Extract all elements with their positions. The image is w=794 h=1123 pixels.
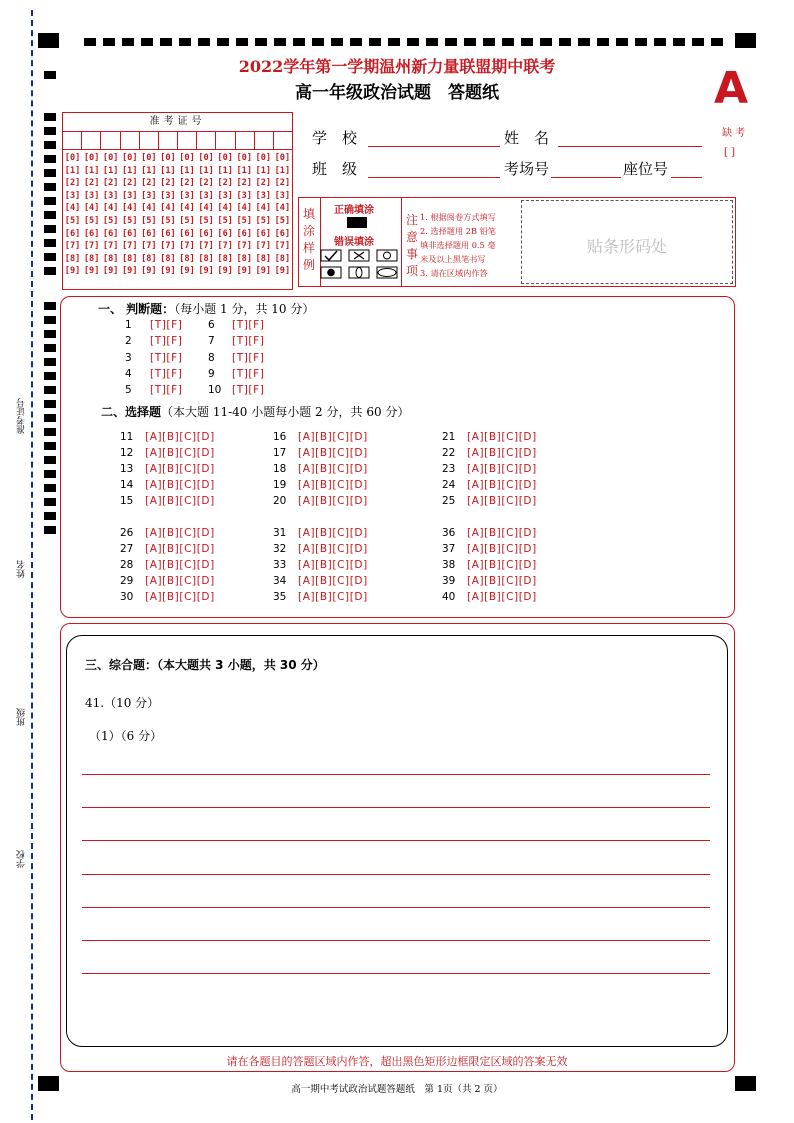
digit-bubble[interactable]: [3] — [217, 190, 233, 201]
digit-bubble[interactable]: [2] — [160, 178, 176, 189]
answer-line[interactable] — [82, 973, 710, 974]
digit-bubble[interactable]: [9] — [160, 266, 176, 277]
top-timing-marks — [84, 38, 724, 46]
mc-number: 38 — [442, 559, 456, 571]
tf-options[interactable]: [T][F] — [150, 335, 183, 348]
digit-bubble[interactable]: [9] — [141, 266, 157, 277]
digit-bubble[interactable]: [4] — [198, 203, 214, 214]
digit-bubble[interactable]: [3] — [236, 190, 252, 201]
section2-heading: 二、选择题 — [101, 405, 162, 419]
fill-example-box — [298, 197, 736, 287]
mc-options[interactable]: [A][B][C][D] — [298, 463, 368, 475]
exam-room-label: 考场号 — [504, 160, 550, 178]
digit-bubble[interactable]: [5] — [122, 215, 138, 226]
digit-bubble[interactable]: [4] — [64, 203, 81, 214]
mc-number: 11 — [120, 431, 134, 443]
exam-id-bubbles[interactable] — [63, 150, 292, 278]
exam-id-column[interactable] — [235, 152, 254, 278]
mc-options[interactable]: [A][B][C][D] — [298, 527, 368, 539]
digit-bubble[interactable]: [9] — [64, 266, 81, 277]
digit-bubble[interactable]: [9] — [236, 266, 252, 277]
digit-bubble[interactable]: [1] — [64, 165, 81, 176]
barcode-area — [521, 200, 733, 284]
tf-number: 6 — [208, 319, 215, 331]
mc-number: 20 — [273, 495, 287, 507]
notice-item: 1. 根据阅卷方式填写 — [420, 212, 496, 222]
exam-id-write-row[interactable] — [63, 132, 292, 150]
tf-number: 1 — [125, 319, 132, 331]
digit-bubble[interactable]: [6] — [102, 228, 119, 239]
digit-bubble[interactable]: [9] — [255, 266, 272, 277]
tf-number: 9 — [208, 367, 215, 380]
sheet-subtitle: 高一年级政治试题 答题纸 — [295, 83, 499, 103]
question-41-1-label: （1）（6 分） — [89, 729, 163, 743]
digit-bubble[interactable]: [5] — [160, 215, 176, 226]
mc-options[interactable]: [A][B][C][D] — [145, 479, 215, 491]
digit-bubble[interactable]: [9] — [122, 266, 138, 277]
mc-number: 28 — [120, 559, 134, 571]
digit-bubble[interactable]: [7] — [179, 241, 195, 252]
mc-options[interactable]: [A][B][C][D] — [467, 591, 537, 603]
wrong-fill-samples — [319, 248, 401, 282]
exam-id-column[interactable] — [120, 152, 139, 278]
mc-options[interactable]: [A][B][C][D] — [298, 591, 368, 603]
mc-number: 16 — [273, 431, 287, 443]
answer-line[interactable] — [82, 807, 710, 808]
digit-bubble[interactable]: [6] — [179, 228, 195, 239]
digit-bubble[interactable]: [0] — [236, 153, 252, 163]
version-letter: A — [714, 63, 749, 114]
corner-mark-top-right — [735, 33, 756, 48]
digit-bubble[interactable]: [7] — [160, 241, 176, 252]
digit-bubble[interactable]: [0] — [141, 153, 157, 163]
digit-bubble[interactable]: [2] — [64, 178, 81, 189]
seat-field[interactable] — [671, 177, 702, 178]
digit-bubble[interactable]: [4] — [255, 203, 272, 214]
digit-bubble[interactable]: [1] — [83, 165, 100, 176]
digit-bubble[interactable]: [4] — [274, 203, 291, 214]
mc-options[interactable]: [A][B][C][D] — [145, 527, 215, 539]
side-label-class: 班级 — [17, 708, 27, 726]
mc-options[interactable]: [A][B][C][D] — [467, 559, 537, 571]
answer-line[interactable] — [82, 907, 710, 908]
exam-id-column[interactable] — [273, 152, 292, 278]
school-field[interactable] — [368, 146, 500, 147]
digit-bubble[interactable]: [1] — [160, 165, 176, 176]
digit-bubble[interactable]: [3] — [64, 190, 81, 201]
left-timing-marks-mid — [44, 302, 56, 540]
digit-bubble[interactable]: [9] — [83, 266, 100, 277]
wrong-fill-label: 错误填涂 — [334, 237, 374, 248]
absent-checkbox[interactable]: [ ] — [724, 147, 735, 158]
digit-bubble[interactable]: [6] — [141, 228, 157, 239]
footer-warning: 请在各题目的答题区域内作答，超出黑色矩形边框限定区域的答案无效 — [226, 1055, 568, 1068]
digit-bubble[interactable]: [8] — [236, 253, 252, 264]
digit-bubble[interactable]: [8] — [179, 253, 195, 264]
tf-number: 5 — [125, 384, 132, 397]
tf-options[interactable]: [T][F] — [150, 351, 183, 364]
mc-number: 40 — [442, 591, 456, 603]
exam-title: 2022学年第一学期温州新力量联盟期中联考 — [238, 57, 556, 76]
exam-id-column[interactable] — [158, 152, 177, 278]
digit-bubble[interactable]: [6] — [64, 228, 81, 239]
exam-id-column[interactable] — [216, 152, 235, 278]
mc-options[interactable]: [A][B][C][D] — [298, 575, 368, 587]
digit-bubble[interactable]: [5] — [255, 215, 272, 226]
digit-bubble[interactable]: [7] — [198, 241, 214, 252]
digit-bubble[interactable]: [3] — [198, 190, 214, 201]
digit-bubble[interactable]: [7] — [64, 241, 81, 252]
digit-bubble[interactable]: [2] — [83, 178, 100, 189]
notice-item: 米及以上黑笔书写 — [420, 254, 486, 264]
section1-heading: 一、 判断题： — [98, 302, 175, 316]
section2-note: （本大题 11-40 小题每小题 2 分，共 60 分） — [161, 405, 410, 419]
digit-bubble[interactable]: [9] — [102, 266, 119, 277]
digit-bubble[interactable]: [8] — [255, 253, 272, 264]
section2-title — [101, 403, 409, 420]
digit-bubble[interactable]: [0] — [255, 153, 272, 163]
section3-heading: 三、综合题：（本大题共 3 小题，共 30 分） — [85, 658, 325, 672]
tf-options[interactable]: [T][F] — [150, 319, 183, 331]
digit-bubble[interactable]: [6] — [198, 228, 214, 239]
mc-number: 25 — [442, 495, 456, 507]
mc-options[interactable]: [A][B][C][D] — [298, 447, 368, 459]
digit-bubble[interactable]: [4] — [217, 203, 233, 214]
digit-bubble[interactable]: [1] — [179, 165, 195, 176]
digit-bubble[interactable]: [1] — [141, 165, 157, 176]
section1-note: （每小题 1 分，共 10 分） — [174, 302, 315, 316]
subjective-section-inner-box — [66, 635, 728, 1047]
mc-number: 35 — [273, 591, 287, 603]
digit-bubble[interactable]: [6] — [236, 228, 252, 239]
digit-bubble[interactable]: [7] — [122, 241, 138, 252]
mc-number: 21 — [442, 431, 456, 443]
fill-example-side-label: 填涂样例 — [303, 207, 316, 272]
tf-number: 7 — [208, 335, 215, 348]
name-field[interactable] — [558, 146, 702, 147]
digit-bubble[interactable]: [4] — [122, 203, 138, 214]
mc-options[interactable]: [A][B][C][D] — [145, 559, 215, 571]
digit-bubble[interactable]: [8] — [64, 253, 81, 264]
mc-number: 23 — [442, 463, 456, 475]
mc-number: 34 — [273, 575, 287, 587]
mc-options[interactable]: [A][B][C][D] — [467, 479, 537, 491]
mc-options[interactable]: [A][B][C][D] — [298, 543, 368, 555]
mc-number: 13 — [120, 463, 134, 475]
correct-fill-sample — [347, 217, 367, 228]
corner-mark-top-left — [38, 33, 59, 48]
exam-room-field[interactable] — [551, 177, 621, 178]
absent-label: 缺 考 — [722, 128, 746, 139]
digit-bubble[interactable]: [1] — [236, 165, 252, 176]
digit-bubble[interactable]: [4] — [179, 203, 195, 214]
mc-number: 18 — [273, 463, 287, 475]
tf-options[interactable]: [T][F] — [232, 319, 265, 331]
answer-line[interactable] — [82, 840, 710, 841]
answer-line[interactable] — [82, 774, 710, 775]
digit-bubble[interactable]: [9] — [217, 266, 233, 277]
digit-bubble[interactable]: [3] — [179, 190, 195, 201]
digit-bubble[interactable]: [4] — [236, 203, 252, 214]
digit-bubble[interactable]: [5] — [217, 215, 233, 226]
digit-bubble[interactable]: [7] — [274, 241, 291, 252]
digit-bubble[interactable]: [0] — [198, 153, 214, 163]
exam-id-column[interactable] — [101, 152, 120, 278]
mc-number: 14 — [120, 479, 134, 491]
notice-item: 3. 请在区域内作答 — [420, 268, 488, 278]
notice-label: 注意事项 — [406, 213, 419, 278]
digit-bubble[interactable]: [3] — [83, 190, 100, 201]
exam-id-column[interactable] — [177, 152, 196, 278]
tf-number: 8 — [208, 351, 215, 364]
tf-options[interactable]: [T][F] — [232, 351, 265, 364]
mc-number: 33 — [273, 559, 287, 571]
section1-title — [98, 300, 314, 317]
digit-bubble[interactable]: [5] — [274, 215, 291, 226]
digit-bubble[interactable]: [2] — [122, 178, 138, 189]
digit-bubble[interactable]: [5] — [198, 215, 214, 226]
mc-options[interactable]: [A][B][C][D] — [145, 575, 215, 587]
school-label: 学 校 — [312, 129, 358, 147]
digit-bubble[interactable]: [8] — [83, 253, 100, 264]
question-41-label: 41.（10 分） — [85, 696, 160, 710]
mc-number: 24 — [442, 479, 456, 491]
digit-bubble[interactable]: [7] — [141, 241, 157, 252]
digit-bubble[interactable]: [3] — [160, 190, 176, 201]
digit-bubble[interactable]: [0] — [160, 153, 176, 163]
side-label-exam-id: 准考证号 — [17, 398, 27, 434]
mc-options[interactable]: [A][B][C][D] — [145, 431, 215, 443]
digit-bubble[interactable]: [8] — [122, 253, 138, 264]
mc-number: 27 — [120, 543, 134, 555]
digit-bubble[interactable]: [3] — [102, 190, 119, 201]
digit-bubble[interactable]: [0] — [64, 153, 81, 163]
digit-bubble[interactable]: [5] — [236, 215, 252, 226]
answer-line[interactable] — [82, 940, 710, 941]
digit-bubble[interactable]: [7] — [83, 241, 100, 252]
notice-list — [420, 210, 496, 280]
tf-options[interactable]: [T][F] — [150, 367, 183, 380]
seat-label: 座位号 — [623, 160, 669, 178]
mc-options[interactable]: [A][B][C][D] — [145, 543, 215, 555]
digit-bubble[interactable]: [5] — [179, 215, 195, 226]
digit-bubble[interactable]: [9] — [179, 266, 195, 277]
mc-number: 17 — [273, 447, 287, 459]
mc-number: 12 — [120, 447, 134, 459]
tf-number: 2 — [125, 335, 132, 348]
digit-bubble[interactable]: [5] — [64, 215, 81, 226]
mc-number: 19 — [273, 479, 287, 491]
mc-options[interactable]: [A][B][C][D] — [145, 463, 215, 475]
mc-options[interactable]: [A][B][C][D] — [145, 447, 215, 459]
digit-bubble[interactable]: [3] — [274, 190, 291, 201]
digit-bubble[interactable]: [0] — [217, 153, 233, 163]
digit-bubble[interactable]: [9] — [198, 266, 214, 277]
page-footer: 高一期中考试政治试题答题纸 第 1页（共 2 页） — [291, 1084, 503, 1095]
digit-bubble[interactable]: [2] — [255, 178, 272, 189]
left-timing-marks-top — [44, 113, 56, 281]
class-label: 班 级 — [312, 160, 358, 178]
digit-bubble[interactable]: [2] — [274, 178, 291, 189]
exam-id-column[interactable] — [197, 152, 216, 278]
mc-number: 31 — [273, 527, 287, 539]
digit-bubble[interactable]: [6] — [160, 228, 176, 239]
digit-bubble[interactable]: [3] — [122, 190, 138, 201]
digit-bubble[interactable]: [5] — [83, 215, 100, 226]
digit-bubble[interactable]: [5] — [102, 215, 119, 226]
side-label-school: 学校 — [17, 850, 27, 868]
mc-options[interactable]: [A][B][C][D] — [298, 479, 368, 491]
mc-options[interactable]: [A][B][C][D] — [145, 591, 215, 603]
digit-bubble[interactable]: [8] — [160, 253, 176, 264]
mc-number: 37 — [442, 543, 456, 555]
name-label: 姓 名 — [504, 129, 550, 147]
binding-line — [31, 10, 33, 1120]
mc-number: 29 — [120, 575, 134, 587]
tf-options[interactable]: [T][F] — [150, 384, 183, 397]
mc-options[interactable]: [A][B][C][D] — [467, 463, 537, 475]
exam-id-column[interactable] — [254, 152, 273, 278]
mc-number: 32 — [273, 543, 287, 555]
digit-bubble[interactable]: [1] — [102, 165, 119, 176]
digit-bubble[interactable]: [0] — [102, 153, 119, 163]
digit-bubble[interactable]: [1] — [217, 165, 233, 176]
tf-options[interactable]: [T][F] — [232, 335, 265, 348]
answer-line[interactable] — [82, 874, 710, 875]
mc-options[interactable]: [A][B][C][D] — [467, 543, 537, 555]
tf-number: 4 — [125, 367, 132, 380]
barcode-label: 贴条形码处 — [586, 237, 667, 256]
mc-options[interactable]: [A][B][C][D] — [467, 495, 537, 507]
digit-bubble[interactable]: [2] — [141, 178, 157, 189]
digit-bubble[interactable]: [7] — [102, 241, 119, 252]
mc-number: 26 — [120, 527, 134, 539]
mc-options[interactable]: [A][B][C][D] — [298, 559, 368, 571]
digit-bubble[interactable]: [2] — [102, 178, 119, 189]
mc-options[interactable]: [A][B][C][D] — [467, 447, 537, 459]
exam-id-grid — [62, 112, 293, 290]
digit-bubble[interactable]: [0] — [274, 153, 291, 163]
digit-bubble[interactable]: [0] — [83, 153, 100, 163]
correct-fill-label: 正确填涂 — [334, 205, 374, 216]
digit-bubble[interactable]: [2] — [198, 178, 214, 189]
digit-bubble[interactable]: [2] — [179, 178, 195, 189]
digit-bubble[interactable]: [6] — [217, 228, 233, 239]
digit-bubble[interactable]: [3] — [141, 190, 157, 201]
mc-number: 36 — [442, 527, 456, 539]
exam-id-column[interactable] — [139, 152, 158, 278]
digit-bubble[interactable]: [8] — [198, 253, 214, 264]
tf-number: 3 — [125, 351, 132, 364]
digit-bubble[interactable]: [5] — [141, 215, 157, 226]
digit-bubble[interactable]: [1] — [198, 165, 214, 176]
exam-id-column[interactable] — [63, 152, 82, 278]
mc-options[interactable]: [A][B][C][D] — [467, 575, 537, 587]
mc-number: 15 — [120, 495, 134, 507]
tf-number: 10 — [208, 384, 222, 397]
digit-bubble[interactable]: [4] — [141, 203, 157, 214]
digit-bubble[interactable]: [0] — [179, 153, 195, 163]
digit-bubble[interactable]: [6] — [255, 228, 272, 239]
notice-item: 填非选择题用 0.5 毫 — [420, 240, 496, 250]
mc-number: 30 — [120, 591, 134, 603]
digit-bubble[interactable]: [2] — [217, 178, 233, 189]
digit-bubble[interactable]: [7] — [236, 241, 252, 252]
digit-bubble[interactable]: [0] — [122, 153, 138, 163]
mc-options[interactable]: [A][B][C][D] — [145, 495, 215, 507]
exam-id-label: 准考证号 — [63, 113, 292, 132]
digit-bubble[interactable]: [3] — [255, 190, 272, 201]
digit-bubble[interactable]: [8] — [102, 253, 119, 264]
tf-options[interactable]: [T][F] — [232, 384, 265, 397]
digit-bubble[interactable]: [8] — [274, 253, 291, 264]
digit-bubble[interactable]: [1] — [122, 165, 138, 176]
class-field[interactable] — [368, 177, 500, 178]
mc-options[interactable]: [A][B][C][D] — [298, 495, 368, 507]
mc-number: 22 — [442, 447, 456, 459]
digit-bubble[interactable]: [4] — [102, 203, 119, 214]
side-label-name: 姓名 — [17, 560, 27, 578]
digit-bubble[interactable]: [1] — [274, 165, 291, 176]
digit-bubble[interactable]: [8] — [141, 253, 157, 264]
digit-bubble[interactable]: [9] — [274, 266, 291, 277]
mc-number: 39 — [442, 575, 456, 587]
mc-options[interactable]: [A][B][C][D] — [467, 431, 537, 443]
digit-bubble[interactable]: [7] — [217, 241, 233, 252]
digit-bubble[interactable]: [2] — [236, 178, 252, 189]
notice-item: 2. 选择题用 2B 铅笔 — [420, 226, 496, 236]
digit-bubble[interactable]: [1] — [255, 165, 272, 176]
mc-options[interactable]: [A][B][C][D] — [298, 431, 368, 443]
digit-bubble[interactable]: [4] — [160, 203, 176, 214]
exam-id-column[interactable] — [82, 152, 101, 278]
digit-bubble[interactable]: [4] — [83, 203, 100, 214]
digit-bubble[interactable]: [6] — [83, 228, 100, 239]
digit-bubble[interactable]: [7] — [255, 241, 272, 252]
digit-bubble[interactable]: [6] — [122, 228, 138, 239]
tf-options[interactable]: [T][F] — [232, 367, 265, 380]
mc-options[interactable]: [A][B][C][D] — [467, 527, 537, 539]
digit-bubble[interactable]: [6] — [274, 228, 291, 239]
digit-bubble[interactable]: [8] — [217, 253, 233, 264]
